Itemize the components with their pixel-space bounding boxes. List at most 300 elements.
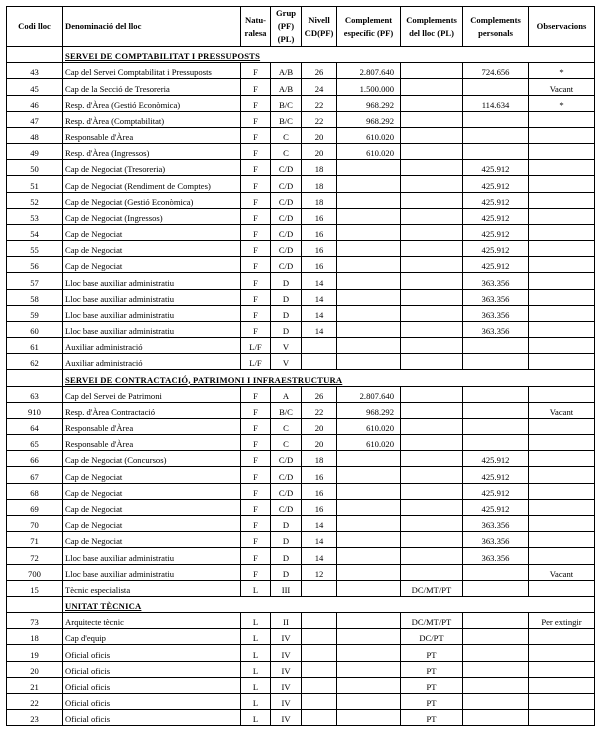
cell-personal xyxy=(463,613,529,629)
cell-level: 16 xyxy=(302,224,337,240)
cell-group: C/D xyxy=(271,192,302,208)
cell-code: 72 xyxy=(7,548,63,564)
cell-personal: 363.356 xyxy=(463,273,529,289)
header-nature: Natu-ralesa xyxy=(241,7,271,47)
table-row xyxy=(7,160,595,176)
cell-code: 65 xyxy=(7,435,63,451)
cell-level: 14 xyxy=(302,515,337,531)
cell-obs xyxy=(529,338,595,354)
cell-post xyxy=(401,435,463,451)
header-personal: Complements personals xyxy=(463,7,529,47)
cell-code: 61 xyxy=(7,338,63,354)
cell-nature: F xyxy=(241,467,271,483)
cell-obs xyxy=(529,515,595,531)
cell-nature: F xyxy=(241,305,271,321)
cell-name: Cap del Servei de Patrimoni xyxy=(63,386,241,402)
cell-name: Responsable d'Àrea xyxy=(63,127,241,143)
cell-specific xyxy=(337,160,401,176)
cell-obs xyxy=(529,208,595,224)
cell-group: C xyxy=(271,435,302,451)
cell-name: Auxiliar administració xyxy=(63,338,241,354)
cell-code: 73 xyxy=(7,613,63,629)
table-row xyxy=(7,224,595,240)
cell-group: C/D xyxy=(271,224,302,240)
cell-personal xyxy=(463,580,529,596)
cell-group: IV xyxy=(271,661,302,677)
cell-obs: * xyxy=(529,95,595,111)
cell-personal xyxy=(463,402,529,418)
cell-specific xyxy=(337,532,401,548)
table-row xyxy=(7,338,595,354)
cell-specific xyxy=(337,289,401,305)
cell-name: Lloc base auxiliar administratiu xyxy=(63,305,241,321)
table-row xyxy=(7,257,595,273)
cell-code: 43 xyxy=(7,63,63,79)
cell-code: 57 xyxy=(7,273,63,289)
cell-level: 20 xyxy=(302,127,337,143)
cell-obs xyxy=(529,305,595,321)
table-body xyxy=(7,47,595,726)
cell-post xyxy=(401,273,463,289)
cell-group: B/C xyxy=(271,111,302,127)
cell-nature: F xyxy=(241,515,271,531)
cell-personal xyxy=(463,661,529,677)
table-row xyxy=(7,176,595,192)
table-row xyxy=(7,208,595,224)
cell-name: Tècnic especialista xyxy=(63,580,241,596)
cell-nature: L xyxy=(241,693,271,709)
cell-obs xyxy=(529,160,595,176)
cell-level: 12 xyxy=(302,564,337,580)
cell-name: Cap de Negociat (Rendiment de Comptes) xyxy=(63,176,241,192)
cell-group: C xyxy=(271,418,302,434)
cell-code: 49 xyxy=(7,144,63,160)
cell-code: 52 xyxy=(7,192,63,208)
cell-code: 67 xyxy=(7,467,63,483)
cell-group: D xyxy=(271,515,302,531)
cell-name: Resp. d'Àrea (Ingressos) xyxy=(63,144,241,160)
cell-post xyxy=(401,192,463,208)
cell-nature: F xyxy=(241,176,271,192)
cell-level: 18 xyxy=(302,176,337,192)
cell-post xyxy=(401,338,463,354)
cell-post xyxy=(401,548,463,564)
cell-code: 60 xyxy=(7,321,63,337)
cell-group: A/B xyxy=(271,63,302,79)
cell-name: Oficial oficis xyxy=(63,677,241,693)
table-row xyxy=(7,677,595,693)
cell-group: B/C xyxy=(271,402,302,418)
table-row xyxy=(7,693,595,709)
section-code-cell xyxy=(7,596,63,612)
table-row xyxy=(7,435,595,451)
cell-level: 22 xyxy=(302,95,337,111)
cell-specific xyxy=(337,499,401,515)
cell-specific xyxy=(337,710,401,726)
cell-code: 910 xyxy=(7,402,63,418)
cell-level: 18 xyxy=(302,192,337,208)
cell-obs xyxy=(529,548,595,564)
cell-name: Lloc base auxiliar administratiu xyxy=(63,321,241,337)
cell-post xyxy=(401,144,463,160)
cell-post xyxy=(401,289,463,305)
table-row xyxy=(7,580,595,596)
cell-code: 64 xyxy=(7,418,63,434)
cell-nature: F xyxy=(241,532,271,548)
header-specific: Complement específic (PF) xyxy=(337,7,401,47)
cell-personal: 363.356 xyxy=(463,289,529,305)
cell-group: V xyxy=(271,338,302,354)
section-code-cell xyxy=(7,370,63,386)
cell-code: 20 xyxy=(7,661,63,677)
cell-level: 14 xyxy=(302,305,337,321)
cell-specific xyxy=(337,645,401,661)
cell-personal: 425.912 xyxy=(463,499,529,515)
cell-obs: Vacant xyxy=(529,79,595,95)
cell-nature: L/F xyxy=(241,354,271,370)
table-row xyxy=(7,499,595,515)
cell-personal: 114.634 xyxy=(463,95,529,111)
cell-group: C/D xyxy=(271,160,302,176)
cell-post xyxy=(401,515,463,531)
cell-code: 45 xyxy=(7,79,63,95)
cell-post xyxy=(401,499,463,515)
cell-post xyxy=(401,79,463,95)
cell-nature: F xyxy=(241,386,271,402)
cell-nature: F xyxy=(241,257,271,273)
cell-nature: F xyxy=(241,483,271,499)
header-code: Codi lloc xyxy=(7,7,63,47)
table-row xyxy=(7,95,595,111)
cell-group: C/D xyxy=(271,451,302,467)
cell-obs xyxy=(529,241,595,257)
document-page xyxy=(6,6,594,726)
cell-obs xyxy=(529,645,595,661)
cell-group: IV xyxy=(271,645,302,661)
cell-nature: F xyxy=(241,160,271,176)
cell-level: 20 xyxy=(302,144,337,160)
cell-name: Cap de Negociat xyxy=(63,515,241,531)
cell-nature: F xyxy=(241,435,271,451)
cell-nature: L xyxy=(241,613,271,629)
cell-nature: L xyxy=(241,645,271,661)
table-row xyxy=(7,661,595,677)
cell-post xyxy=(401,467,463,483)
table-row xyxy=(7,321,595,337)
cell-post xyxy=(401,402,463,418)
table-row xyxy=(7,483,595,499)
cell-personal xyxy=(463,693,529,709)
cell-nature: F xyxy=(241,499,271,515)
cell-name: Cap de Negociat xyxy=(63,467,241,483)
cell-code: 69 xyxy=(7,499,63,515)
section-row xyxy=(7,370,595,386)
cell-post xyxy=(401,224,463,240)
cell-nature: F xyxy=(241,548,271,564)
cell-post xyxy=(401,241,463,257)
cell-name: Cap de Negociat xyxy=(63,483,241,499)
cell-level: 22 xyxy=(302,111,337,127)
cell-code: 70 xyxy=(7,515,63,531)
cell-code: 58 xyxy=(7,289,63,305)
table-row xyxy=(7,111,595,127)
cell-specific: 610.020 xyxy=(337,144,401,160)
cell-personal: 425.912 xyxy=(463,160,529,176)
cell-nature: F xyxy=(241,418,271,434)
cell-nature: F xyxy=(241,63,271,79)
cell-name: Cap de Negociat (Tresoreria) xyxy=(63,160,241,176)
cell-post: DC/MT/PT xyxy=(401,613,463,629)
cell-post: PT xyxy=(401,645,463,661)
cell-level xyxy=(302,661,337,677)
cell-personal: 425.912 xyxy=(463,176,529,192)
section-row xyxy=(7,47,595,63)
cell-group: C/D xyxy=(271,241,302,257)
cell-level xyxy=(302,629,337,645)
positions-table xyxy=(6,6,595,726)
cell-code: 54 xyxy=(7,224,63,240)
cell-nature: F xyxy=(241,144,271,160)
cell-obs xyxy=(529,677,595,693)
cell-group: D xyxy=(271,532,302,548)
table-row xyxy=(7,241,595,257)
cell-specific xyxy=(337,693,401,709)
header-level: Nivell CD(PF) xyxy=(302,7,337,47)
cell-specific: 610.020 xyxy=(337,418,401,434)
table-row xyxy=(7,564,595,580)
table-row xyxy=(7,467,595,483)
cell-group: C/D xyxy=(271,176,302,192)
cell-level xyxy=(302,677,337,693)
cell-obs: Vacant xyxy=(529,564,595,580)
cell-obs xyxy=(529,257,595,273)
cell-nature: F xyxy=(241,111,271,127)
cell-specific xyxy=(337,661,401,677)
cell-code: 68 xyxy=(7,483,63,499)
cell-post xyxy=(401,451,463,467)
cell-post xyxy=(401,483,463,499)
cell-level: 16 xyxy=(302,467,337,483)
cell-specific: 968.292 xyxy=(337,95,401,111)
section-title: SERVEI DE COMPTABILITAT I PRESSUPOSTS xyxy=(63,47,595,63)
cell-nature: F xyxy=(241,451,271,467)
cell-specific xyxy=(337,564,401,580)
cell-personal: 363.356 xyxy=(463,321,529,337)
cell-group: D xyxy=(271,289,302,305)
cell-nature: F xyxy=(241,241,271,257)
cell-code: 21 xyxy=(7,677,63,693)
cell-obs xyxy=(529,499,595,515)
cell-nature: F xyxy=(241,321,271,337)
cell-post xyxy=(401,305,463,321)
cell-nature: F xyxy=(241,224,271,240)
cell-level: 16 xyxy=(302,483,337,499)
cell-specific: 2.807.640 xyxy=(337,63,401,79)
cell-specific xyxy=(337,613,401,629)
cell-post: PT xyxy=(401,661,463,677)
cell-group: D xyxy=(271,321,302,337)
cell-name: Cap de Negociat (Ingressos) xyxy=(63,208,241,224)
cell-personal: 363.356 xyxy=(463,305,529,321)
cell-specific xyxy=(337,515,401,531)
cell-personal: 363.356 xyxy=(463,548,529,564)
cell-specific xyxy=(337,451,401,467)
cell-post xyxy=(401,111,463,127)
cell-name: Cap de Negociat xyxy=(63,532,241,548)
table-row xyxy=(7,515,595,531)
table-row xyxy=(7,127,595,143)
cell-level: 16 xyxy=(302,499,337,515)
table-row xyxy=(7,402,595,418)
cell-obs xyxy=(529,693,595,709)
cell-group: B/C xyxy=(271,95,302,111)
cell-group: D xyxy=(271,273,302,289)
cell-nature: F xyxy=(241,289,271,305)
cell-code: 46 xyxy=(7,95,63,111)
cell-personal xyxy=(463,79,529,95)
cell-post xyxy=(401,160,463,176)
cell-personal xyxy=(463,710,529,726)
cell-personal xyxy=(463,677,529,693)
cell-group: C/D xyxy=(271,257,302,273)
cell-specific xyxy=(337,467,401,483)
cell-name: Lloc base auxiliar administratiu xyxy=(63,564,241,580)
cell-nature: F xyxy=(241,127,271,143)
cell-name: Cap de la Secció de Tresoreria xyxy=(63,79,241,95)
cell-specific xyxy=(337,629,401,645)
cell-obs xyxy=(529,289,595,305)
cell-level: 16 xyxy=(302,257,337,273)
cell-personal xyxy=(463,418,529,434)
cell-code: 700 xyxy=(7,564,63,580)
cell-post: PT xyxy=(401,677,463,693)
cell-specific xyxy=(337,354,401,370)
table-row xyxy=(7,79,595,95)
cell-specific xyxy=(337,483,401,499)
cell-nature: L/F xyxy=(241,338,271,354)
cell-nature: L xyxy=(241,677,271,693)
table-row xyxy=(7,354,595,370)
cell-personal: 425.912 xyxy=(463,208,529,224)
cell-obs: * xyxy=(529,63,595,79)
cell-obs xyxy=(529,483,595,499)
cell-level: 16 xyxy=(302,241,337,257)
cell-post: PT xyxy=(401,710,463,726)
cell-personal xyxy=(463,629,529,645)
cell-level xyxy=(302,693,337,709)
cell-post xyxy=(401,418,463,434)
cell-obs xyxy=(529,127,595,143)
cell-code: 15 xyxy=(7,580,63,596)
cell-specific xyxy=(337,224,401,240)
cell-code: 50 xyxy=(7,160,63,176)
header-group: Grup (PF)(PL) xyxy=(271,7,302,47)
cell-post xyxy=(401,564,463,580)
header-name: Denominació del lloc xyxy=(63,7,241,47)
table-row xyxy=(7,548,595,564)
cell-obs xyxy=(529,580,595,596)
cell-obs xyxy=(529,386,595,402)
cell-level: 26 xyxy=(302,63,337,79)
cell-post xyxy=(401,208,463,224)
cell-specific xyxy=(337,677,401,693)
cell-obs xyxy=(529,176,595,192)
cell-code: 18 xyxy=(7,629,63,645)
cell-obs xyxy=(529,418,595,434)
section-code-cell xyxy=(7,47,63,63)
cell-level: 22 xyxy=(302,402,337,418)
cell-name: Resp. d'Àrea (Comptabilitat) xyxy=(63,111,241,127)
cell-code: 62 xyxy=(7,354,63,370)
cell-level: 18 xyxy=(302,451,337,467)
cell-specific xyxy=(337,257,401,273)
cell-personal xyxy=(463,435,529,451)
cell-level: 18 xyxy=(302,160,337,176)
cell-code: 22 xyxy=(7,693,63,709)
cell-name: Resp. d'Àrea Contractació xyxy=(63,402,241,418)
cell-name: Resp. d'Àrea (Gestió Econòmica) xyxy=(63,95,241,111)
table-row xyxy=(7,305,595,321)
cell-name: Lloc base auxiliar administratiu xyxy=(63,289,241,305)
cell-group: C/D xyxy=(271,483,302,499)
cell-group: C xyxy=(271,144,302,160)
cell-group: D xyxy=(271,548,302,564)
table-row xyxy=(7,451,595,467)
cell-level: 20 xyxy=(302,418,337,434)
cell-code: 59 xyxy=(7,305,63,321)
cell-post xyxy=(401,354,463,370)
cell-obs xyxy=(529,710,595,726)
cell-name: Cap de Negociat (Concursos) xyxy=(63,451,241,467)
section-row xyxy=(7,596,595,612)
cell-specific xyxy=(337,305,401,321)
cell-post xyxy=(401,63,463,79)
cell-obs xyxy=(529,354,595,370)
table-row xyxy=(7,613,595,629)
cell-group: IV xyxy=(271,677,302,693)
cell-level: 26 xyxy=(302,386,337,402)
cell-specific xyxy=(337,241,401,257)
cell-personal: 724.656 xyxy=(463,63,529,79)
cell-post: PT xyxy=(401,693,463,709)
cell-group: C/D xyxy=(271,208,302,224)
cell-personal: 363.356 xyxy=(463,515,529,531)
cell-specific xyxy=(337,338,401,354)
cell-specific xyxy=(337,176,401,192)
cell-name: Cap de Negociat xyxy=(63,224,241,240)
cell-group: C/D xyxy=(271,499,302,515)
cell-obs xyxy=(529,451,595,467)
cell-name: Responsable d'Àrea xyxy=(63,418,241,434)
cell-name: Auxiliar administració xyxy=(63,354,241,370)
cell-level: 14 xyxy=(302,273,337,289)
cell-specific: 2.807.640 xyxy=(337,386,401,402)
cell-personal: 425.912 xyxy=(463,192,529,208)
cell-group: IV xyxy=(271,710,302,726)
cell-group: IV xyxy=(271,629,302,645)
cell-obs xyxy=(529,661,595,677)
cell-specific xyxy=(337,192,401,208)
cell-code: 71 xyxy=(7,532,63,548)
cell-level: 16 xyxy=(302,208,337,224)
cell-nature: L xyxy=(241,661,271,677)
cell-code: 23 xyxy=(7,710,63,726)
cell-nature: F xyxy=(241,564,271,580)
cell-obs: Vacant xyxy=(529,402,595,418)
cell-code: 56 xyxy=(7,257,63,273)
cell-personal xyxy=(463,386,529,402)
cell-specific xyxy=(337,580,401,596)
